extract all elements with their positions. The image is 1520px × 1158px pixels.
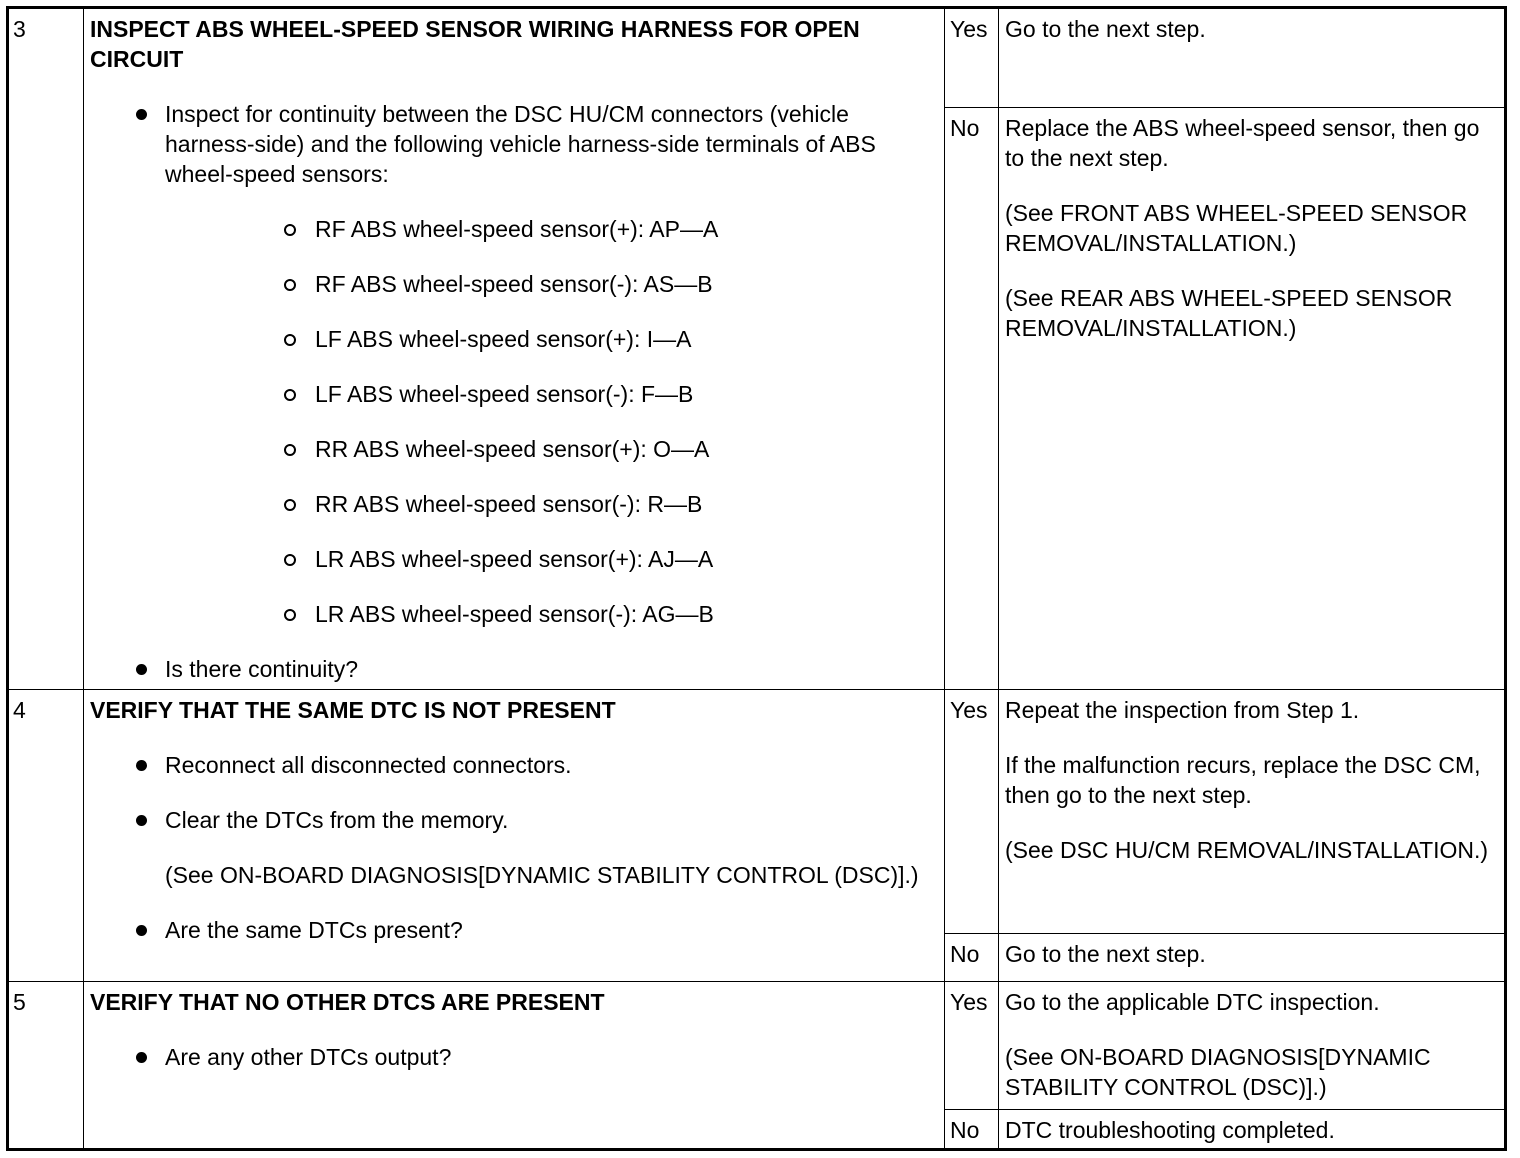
result-text: Go to the applicable DTC inspection.: [1005, 989, 1380, 1015]
result-reference: (See ON-BOARD DIAGNOSIS[DYNAMIC STABILITY CONTROL (DSC)].): [1005, 1044, 1431, 1100]
step-5-bullet-list: [90, 1042, 936, 1072]
question-text: Is there continuity?: [165, 656, 359, 682]
terminal-item: LR ABS wheel-speed sensor(+): AJ—A: [165, 544, 936, 574]
step-5-action: [84, 982, 945, 1150]
terminal-item: LF ABS wheel-speed sensor(-): F—B: [165, 379, 936, 409]
reference-note: (See ON-BOARD DIAGNOSIS[DYNAMIC STABILITY CONTROL (DSC)].): [165, 862, 919, 888]
yes-label: Yes: [945, 690, 999, 934]
step-5-yes-row: [8, 982, 1506, 1110]
step-number: 4: [8, 690, 84, 982]
step-4-question-list: [90, 915, 936, 945]
result-reference: (See FRONT ABS WHEEL-SPEED SENSOR REMOVAL/INSTALLATION.): [1005, 200, 1468, 256]
terminal-item: RR ABS wheel-speed sensor(+): O—A: [165, 434, 936, 464]
result-text: Repeat the inspection from Step 1.: [1005, 697, 1360, 723]
result-text: If the malfunction recurs, replace the DSC CM, then go to the next step.: [1005, 752, 1481, 808]
bullet-text: Inspect for continuity between the DSC HU/CM connectors (vehicle harness-side) and the following vehicle harness-side terminals of ABS wheel-speed sensors:: [165, 101, 876, 187]
result-reference: (See REAR ABS WHEEL-SPEED SENSOR REMOVAL/INSTALLATION.): [1005, 285, 1453, 341]
step-3-yes-row: [8, 8, 1506, 108]
terminal-item: LF ABS wheel-speed sensor(+): I—A: [165, 324, 936, 354]
no-result: [999, 108, 1506, 690]
terminal-item: RF ABS wheel-speed sensor(-): AS—B: [165, 269, 936, 299]
no-result: [999, 934, 1506, 982]
no-label: No: [945, 108, 999, 690]
result-text: DTC troubleshooting completed.: [1005, 1117, 1335, 1143]
yes-result: [999, 8, 1506, 108]
step-3-bullet-list: [90, 99, 936, 684]
no-label: No: [945, 1110, 999, 1150]
step-title: VERIFY THAT THE SAME DTC IS NOT PRESENT: [90, 697, 616, 723]
terminal-item: RR ABS wheel-speed sensor(-): R—B: [165, 489, 936, 519]
step-4-yes-row: [8, 690, 1506, 934]
no-result: [999, 1110, 1506, 1150]
bullet-item: Are any other DTCs output?: [90, 1042, 936, 1072]
yes-result: [999, 690, 1506, 934]
bullet-item: Clear the DTCs from the memory.: [90, 805, 936, 835]
bullet-item: [90, 654, 936, 684]
yes-label: Yes: [945, 982, 999, 1110]
bullet-item: Reconnect all disconnected connectors.: [90, 750, 936, 780]
result-reference: (See DSC HU/CM REMOVAL/INSTALLATION.): [1005, 837, 1489, 863]
step-3-action: [84, 8, 945, 690]
result-text: Replace the ABS wheel-speed sensor, then go to the next step.: [1005, 115, 1480, 171]
yes-result: [999, 982, 1506, 1110]
step-number: 3: [8, 8, 84, 690]
terminal-item: RF ABS wheel-speed sensor(+): AP—A: [165, 214, 936, 244]
bullet-item: Are the same DTCs present?: [90, 915, 936, 945]
step-number: 5: [8, 982, 84, 1150]
diagnostic-procedure-table: [6, 6, 1507, 1151]
result-text: Go to the next step.: [1005, 941, 1206, 967]
terminal-list: [165, 214, 936, 629]
step-4-bullet-list: [90, 750, 936, 835]
bullet-item: [90, 99, 936, 629]
yes-label: Yes: [945, 8, 999, 108]
step-title: INSPECT ABS WHEEL-SPEED SENSOR WIRING HARNESS FOR OPEN CIRCUIT: [90, 16, 860, 72]
no-label: No: [945, 934, 999, 982]
result-text: Go to the next step.: [1005, 16, 1206, 42]
terminal-item: LR ABS wheel-speed sensor(-): AG—B: [165, 599, 936, 629]
step-4-action: [84, 690, 945, 982]
step-title: VERIFY THAT NO OTHER DTCS ARE PRESENT: [90, 989, 605, 1015]
